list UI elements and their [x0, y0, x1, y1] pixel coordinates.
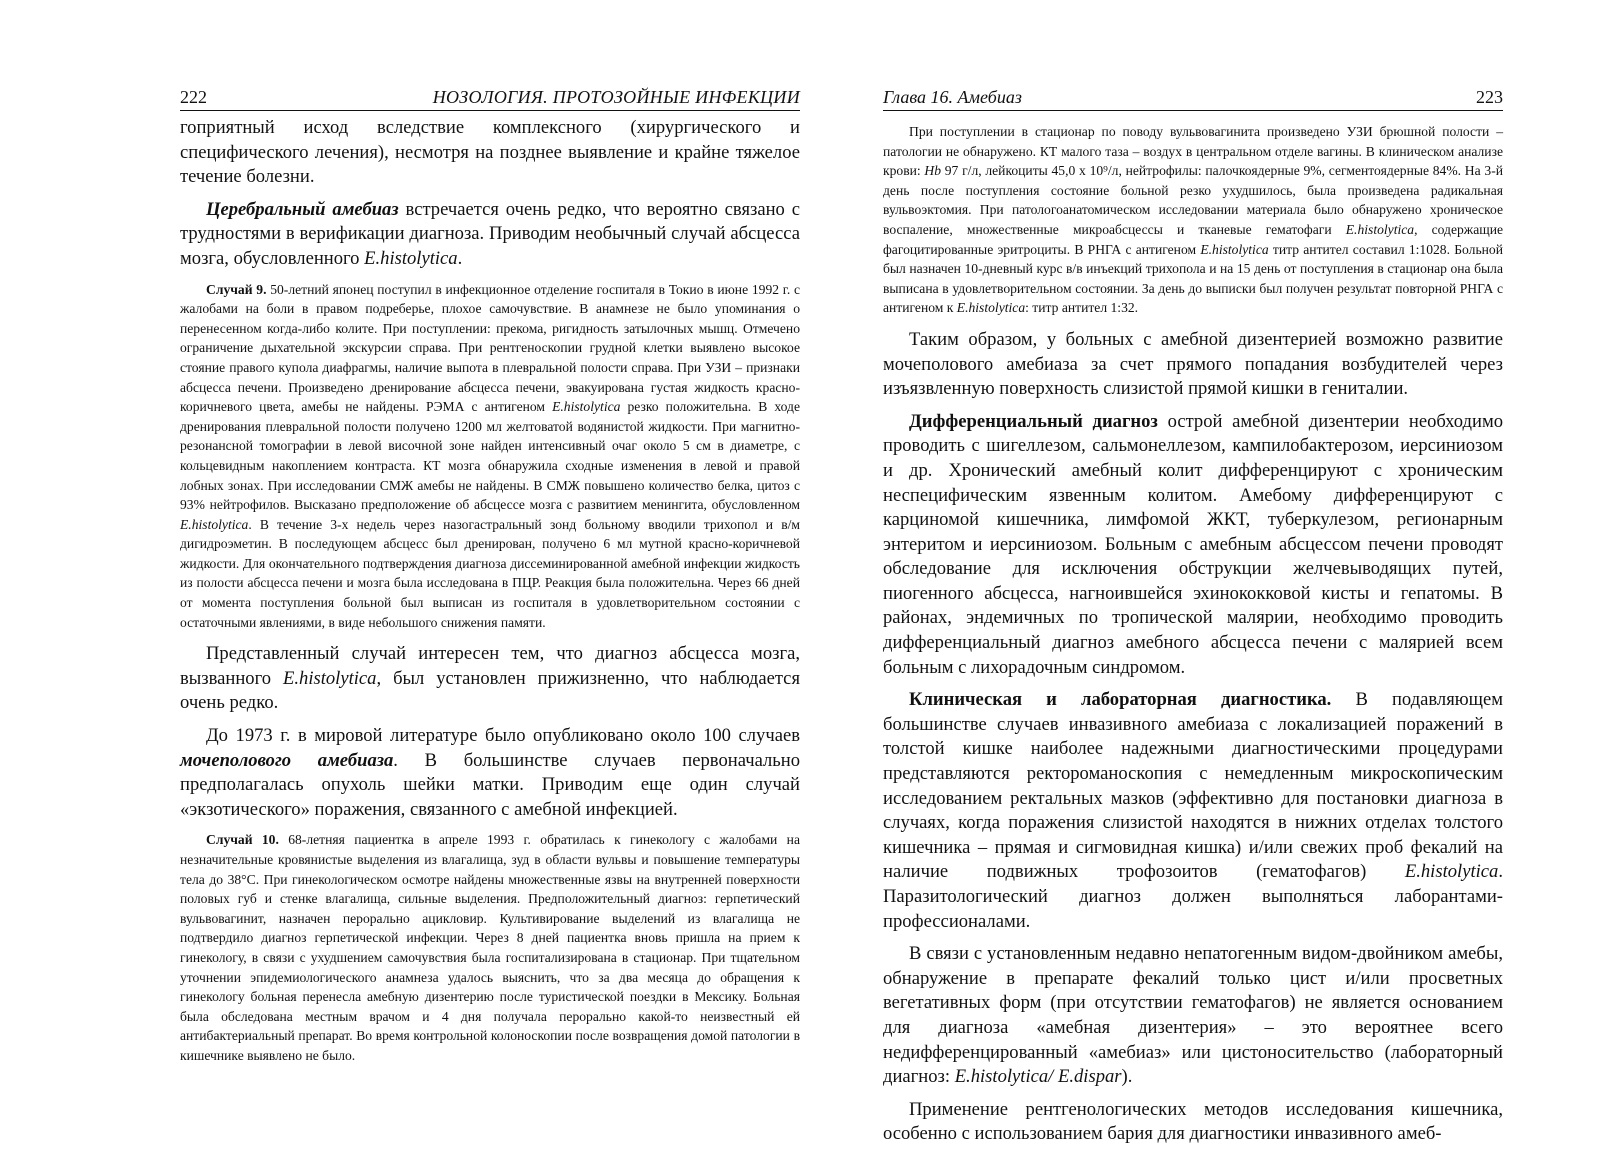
paragraph: До 1973 г. в мировой литературе было опубликовано около 100 случаев мочеполового амебиаза. В большинстве случаев первоначально предполагалась опухоль шейки матки. Приводим еще один случай «экзотического» поражения, связанного с амебной инфекцией.: [180, 725, 800, 820]
term-urogenital-amebiasis: мочеполового амебиаза: [180, 749, 394, 771]
page-number-right: 223: [1476, 87, 1503, 107]
page-number-left: 222: [180, 87, 207, 107]
term-differential-diagnosis: Дифференциальный диагноз: [909, 410, 1158, 432]
species-name: E.histolytica: [1345, 221, 1415, 237]
species-name: E.histolytica: [180, 516, 249, 532]
running-head-title-left: НОЗОЛОГИЯ. ПРОТОЗОЙНЫЕ ИНФЕКЦИИ: [432, 87, 800, 107]
paragraph: Представленный случай интересен тем, что диагноз абсцесса мозга, вызванного E.histolytica, был установлен прижизненно, что наблюдается очень редко.: [180, 643, 800, 714]
paragraph: Применение рентгенологических методов исследования кишечника, особенно с использованием бария для диагностики инвазивного амеб-: [883, 1098, 1503, 1145]
species-name: E.histolytica: [364, 247, 458, 269]
species-name: E.histolytica: [956, 300, 1026, 316]
species-name: E.histolytica/ E.dispar: [954, 1066, 1122, 1088]
case-label: Случай 9.: [206, 281, 267, 297]
paragraph: Дифференциальный диагноз острой амебной дизентерии необходимо проводить с шигеллезом, сальмонеллезом, кампилобактерозом, иерсиниозом и др. Хронический амебный колит дифференцируют с хроническим неспецифическим язвенным колитом. Амебому дифференцируют с карциномой кишечника, лимфомой ЖКТ, туберкулезом, регионарным энтеритом и иерсиниозом. Больным с амебным абсцессом печени проводят обследование для исключения обструкции желчевыводящих путей, пиогенного абсцесса, нагноившейся эхинококковой кисты и гепатомы. В районах, эндемичных по тропической малярии, необходимо проводить дифференциальный диагноз амебного абсцесса печени с малярией всем больным с лихорадочным синдромом.: [883, 410, 1504, 678]
case-label: Случай 10.: [206, 832, 279, 848]
term-clinical-lab-diagnostics: Клиническая и лабораторная диагностика.: [909, 689, 1332, 711]
term-cerebral-amebiasis: Церебральный амебиаз: [206, 198, 399, 220]
paragraph: Церебральный амебиаз встречается очень редко, что вероятно связано с трудностями в верификации диагноза. Приводим необычный случай абсцесса мозга, обусловленного E.histolytica.: [180, 198, 801, 269]
case-report-10: Случай 10. 68-летняя пациентка в апреле 1993 г. обратилась к гинекологу с жалобами на незначительные кровянистые выделения из влагалища, зуд в области вульвы и повышение температуры тела до 38°С. При гинекологическом осмотре найдены множественные язвы на внутренней поверхности половых губ и стенке влагалища, сильные выделения. Предположительный диагноз: герпетический вульвовагинит, назначен перорально ацикловир. Культивирование выделений из влагалища не подтвердило диагноз герпетической инфекции. Через 8 дней пациентка вновь пришла на прием к гинекологу, в связи с ухудшением самочувствия была госпитализирована в стационар. При тщательном уточнении эпидемиологического анамнеза удалось выяснить, что за два месяца до обращения к гинекологу больная перенесла амебную дизентерию после туристической поездки в Мексику. Больная была обследована местным врачом и 4 дня получала перорально какой-то неизвестный ей антибактериальный препарат. Во время контрольной колоноскопии после возвращения домой патологии в кишечнике выявлено не было.: [180, 832, 800, 1063]
paragraph: Таким образом, у больных с амебной дизентерией возможно развитие мочеполового амебиаза за счет прямого попадания возбудителей через изъязвленную поверхность слизистой прямой кишки в гениталии.: [883, 328, 1503, 400]
paragraph: гоприятный исход вследствие комплексного (хирургического и специфического лечения), несмотря на позднее выявление и крайне тяжелое течение болезни.: [180, 117, 800, 188]
species-name: E.histolytica: [1200, 241, 1269, 257]
case-report-10-continued: При поступлении в стационар по поводу вульвовагинита произведено УЗИ брюшной полости – патологии не обнаружено. КТ малого таза – воздух в центральном отделе вагины. В клиническом анализе крови: Hb 97 г/л, лейкоциты 45,0 x 10⁹/л, нейтрофилы: палочкоядерные 9%, сегментоядерные 84%. На 3-й день после поступления состояние больной резко ухудшилось, была произведена радикальная вульвоэктомия. При патологоанатомическом исследовании материала было обнаружено хроническое воспаление, множественные микроабсцессы и тканевые гематофаги E.histolytica, содержащие фагоцитированные эритроциты. В РНГА с антигеном E.histolytica титр антител составил 1:1028. Больной был назначен 10-дневный курс в/в инъекций трихопола и на 15 день от поступления в стационар она была выписана в удовлетворительном состоянии. За день до выписки был получен результат повторной РНГА с антигеном к E.histolytica: титр антител 1:32.: [883, 124, 1503, 316]
paragraph: В связи с установленным недавно непатогенным видом-двойником амебы, обнаружение в препарате фекалий только цист и/или просветных вегетативных форм (при отсутствии гематофагов) не является основанием для диагноза «амебная дизентерия» – это вероятнее всего недифференцированный «амебиаз» или цистоносительство (лабораторный диагноз: E.histolytica/ E.dispar).: [883, 943, 1503, 1088]
hb-label: Hb: [924, 163, 942, 179]
left-page-content: [180, 116, 800, 1076]
right-page-content: [883, 122, 1503, 1155]
species-name: E.histolytica: [1404, 861, 1499, 883]
paragraph: Клиническая и лабораторная диагностика. В подавляющем большинстве случаев инвазивного амебиаза с локализацией поражений в толстой кишке наиболее надежными диагностическими процедурами представляются ректороманоскопия с немедленным микроскопическим исследованием ректальных мазков (эффективно для постановки диагноза в случаях, когда поражения слизистой находятся в нижних отделах толстого кишечника – прямая и сигмовидная кишка) и/или свежих проб фекалий на наличие подвижных трофозоитов (гематофагов) E.histolytica. Паразитологический диагноз должен выполняться лаборантами-профессионалами.: [883, 689, 1503, 932]
running-head-left: [180, 84, 800, 111]
running-head-title-right: Глава 16. Амебиаз: [883, 87, 1022, 107]
case-report-9: Случай 9. 50-летний японец поступил в инфекционное отделение госпиталя в Токио в июне 1992 г. с жалобами на боли в правом подреберье, плохое самочувствие. В анамнезе не было упоминания о перенесенном когда-либо колите. При поступлении: прекома, ригидность затылочных мышц. Отмечено ограничение дыхательной экскурсии справа. При рентгеноскопии грудной клетки выявлено высокое стояние правого купола диафрагмы, наличие выпота в плевральной полости справа. При УЗИ – признаки абсцесса печени. Произведено дренирование абсцесса печени, эвакуирована густая жидкость красно-коричневого цвета, амебы не найдены. РЭМА с антигеном E.histolytica резко положительна. В ходе дренирования плевральной полости получено 1200 мл желтоватой водянистой жидкости. При магнитно-резонансной томографии в левой височной зоне найден интенсивный очаг около 5 см в диаметре, с кольцевидным накоплением контраста. КТ мозга обнаружила сходные изменения в левой и правой лобных зонах. При исследовании СМЖ амебы не найдены. В СМЖ повышено количество белка, цитоз с 93% нейтрофилов. Высказано предположение об абсцессе мозга с развитием менингита, обусловленном E.histolytica. В течение 3-х недель через назогастральный зонд больному вводили трихопол и в/м дигидроэметин. В последующем абсцесс был дренирован, получено 6 мл мутной красно-коричневой жидкости. Для окончательного подтверждения диагноза диссеминированной амебной инфекции жидкость из полости абсцесса печени и мозга была исследована в ПЦР. Реакция была положительна. Через 66 дней от момента поступления больной был выписан из госпиталя в удовлетворительном состоянии с остаточными явлениями, в виде небольшого снижения памяти.: [180, 281, 800, 630]
running-head-right: [883, 84, 1503, 111]
species-name: E.histolytica: [283, 667, 377, 689]
species-name: E.histolytica: [552, 399, 621, 415]
